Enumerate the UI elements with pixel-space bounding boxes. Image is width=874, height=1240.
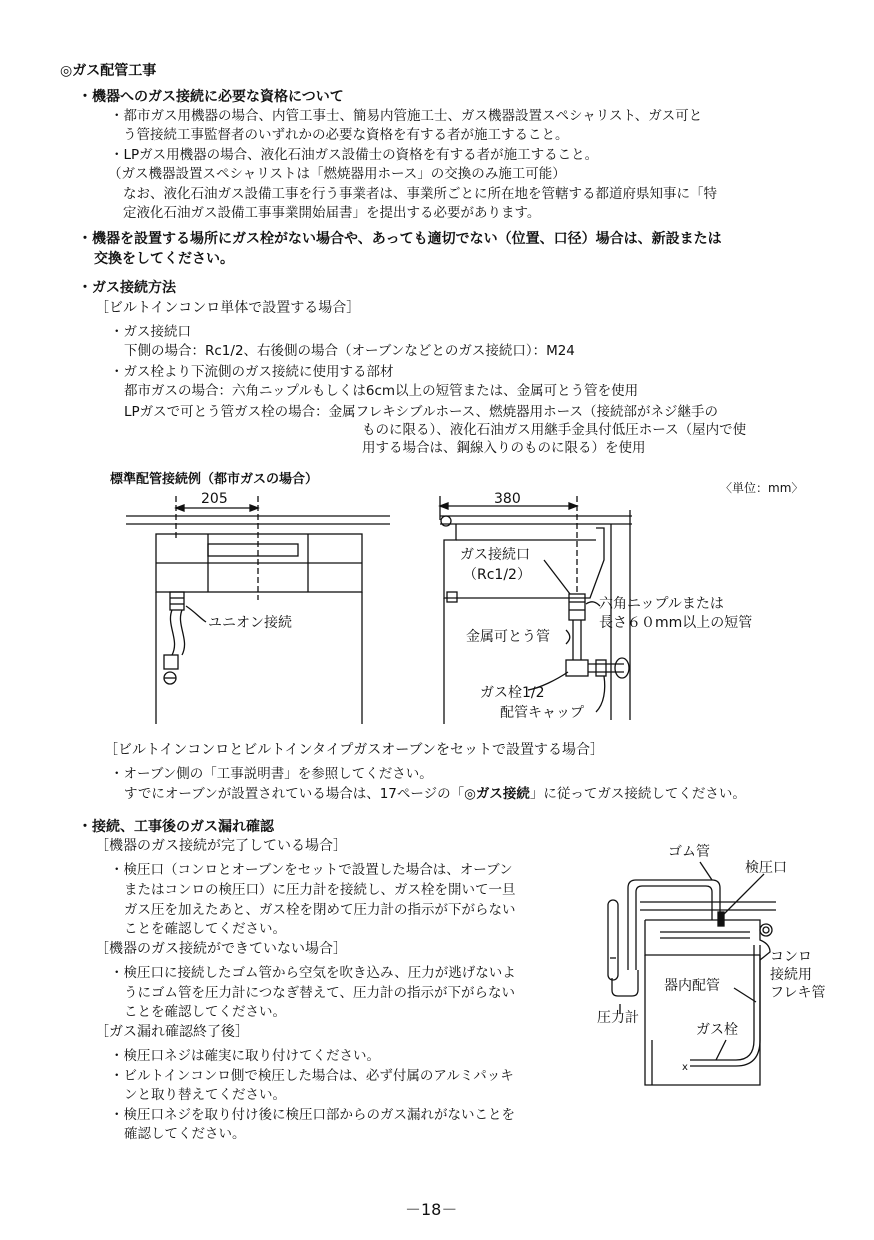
method-heading: ・ガス接続方法	[78, 280, 176, 296]
leak-b3: ことを確認してください。	[124, 1004, 286, 1020]
leak-c1: ・検圧口ネジは確実に取り付けてください。	[110, 1048, 380, 1064]
valve-line-2: 交換をしてください。	[94, 251, 234, 267]
leak-c2: ・ビルトインコンロ側で検圧した場合は、必ず付属のアルミパッキ	[110, 1068, 514, 1084]
qual-line-6: 定液化石油ガス設備工事事業開始届書」を提出する必要があります。	[123, 205, 541, 221]
leak-c3: ンと取り替えてください。	[124, 1087, 286, 1103]
gas-port-label: ガス接続口	[460, 547, 530, 563]
oven-line-2a: すでにオーブンが設置されている場合は、17ページの「	[124, 786, 465, 802]
method-line-7: 用する場合は、鋼線入りのものに限る）を使用	[362, 440, 646, 456]
dim-205-label: 205	[201, 491, 228, 507]
nipple-label-2: 長さ６０mm以上の短管	[599, 615, 753, 631]
dim-380-label: 380	[494, 491, 521, 507]
union-label: ユニオン接続	[208, 615, 292, 631]
qual-line-5: なお、液化石油ガス設備工事を行う事業者は、事業所ごとに所在地を管轄する都道府県知事に「特	[123, 186, 717, 202]
leak-a3: ガス圧を加えたあと、ガス栓を閉めて圧力計の指示が下がらない	[124, 902, 516, 918]
flex-pipe-label: 金属可とう管	[466, 629, 550, 645]
method-subheading: ［ビルトインコンロ単体で設置する場合］	[95, 300, 361, 316]
leak-c4: ・検圧口ネジを取り付け後に検圧口部からのガス漏れがないことを	[110, 1107, 515, 1123]
qual-line-1: ・都市ガス用機器の場合、内管工事士、簡易内管施工士、ガス機器設置スペシャリスト、ガス可と	[110, 108, 703, 124]
method-line-2: 下側の場合：Rc1/2、右後側の場合（オーブンなどとのガス接続口）：M24	[124, 343, 575, 359]
method-line-5: LPガスで可とう管ガス栓の場合：金属フレキシブルホース、燃焼器用ホース（接続部がネジ継手の	[124, 404, 719, 420]
unit-label: 〈単位：mm〉	[720, 481, 804, 495]
method-line-3: ・ガス栓より下流側のガス接続に使用する部材	[110, 364, 394, 380]
section-title: ◎ガス配管工事	[60, 63, 157, 79]
valve-line-1: ・機器を設置する場所にガス栓がない場合や、あっても適切でない（位置、口径）場合は、新設または	[78, 231, 722, 247]
nipple-label-1: 六角ニップルまたは	[599, 596, 724, 612]
leak-b1: ・検圧口に接続したゴム管から空気を吹き込み、圧力が逃げないよ	[110, 965, 516, 981]
leak-c5: 確認してください。	[124, 1126, 246, 1142]
method-line-4: 都市ガスの場合：六角ニップルもしくは6cm以上の短管または、金属可とう管を使用	[124, 383, 639, 399]
method-line-6: ものに限る）、液化石油ガス用継手金具付低圧ホース（屋内で使	[362, 422, 747, 438]
qual-line-3: ・LPガス用機器の場合、液化石油ガス設備士の資格を有する者が施工すること。	[110, 147, 599, 163]
leak-a4: ことを確認してください。	[124, 921, 286, 937]
rubber-hose-label: ゴム管	[668, 844, 710, 860]
konro-label-2: 接続用	[770, 967, 812, 983]
gas-port-size-label: （Rc1/2）	[463, 567, 531, 583]
cap-label: 配管キャップ	[500, 705, 584, 721]
leak-heading: ・接続、工事後のガス漏れ確認	[78, 819, 274, 835]
oven-line-2-ref: ◎ガス接続	[464, 786, 530, 802]
oven-subheading: ［ビルトインコンロとビルトインタイプガスオーブンをセットで設置する場合］	[104, 742, 604, 758]
leak-a1: ・検圧口（コンロとオーブンをセットで設置した場合は、オーブン	[110, 862, 513, 878]
konro-label-3: フレキ管	[770, 985, 826, 1001]
leak-sub-1: ［機器のガス接続が完了している場合］	[95, 838, 347, 854]
gauge-label: 圧力計	[597, 1010, 639, 1026]
qual-line-4: （ガス機器設置スペシャリストは「燃焼器用ホース」の交換のみ施工可能）	[108, 166, 566, 182]
leak-sub-3: ［ガス漏れ確認終了後］	[95, 1024, 249, 1040]
valve-label: ガス栓	[696, 1022, 738, 1038]
port-label: 検圧口	[745, 860, 787, 876]
oven-line-2c: 」に従ってガス接続してください。	[529, 786, 746, 802]
leak-b2: うにゴム管を圧力計につなぎ替えて、圧力計の指示が下がらない	[124, 985, 515, 1001]
gas-valve-label: ガス栓1/2	[480, 685, 545, 701]
oven-line-1: ・オーブン側の「工事説明書」を参照してください。	[110, 766, 433, 782]
qual-heading: ・機器へのガス接続に必要な資格について	[78, 89, 344, 105]
page-number: －18－	[405, 1200, 458, 1219]
svg-text:x: x	[682, 1062, 688, 1073]
method-line-1: ・ガス接続口	[110, 324, 191, 340]
oven-line-2	[124, 784, 746, 804]
leak-a2: またはコンロの検圧口）に圧力計を接続し、ガス栓を開いて一旦	[124, 882, 516, 898]
konro-label-1: コンロ	[770, 949, 812, 965]
diagram1-caption: 標準配管接続例（都市ガスの場合）	[110, 472, 319, 487]
leak-sub-2: ［機器のガス接続ができていない場合］	[95, 941, 347, 957]
inner-pipe-label: 器内配管	[664, 978, 720, 994]
qual-line-2: う管接続工事監督者のいずれかの必要な資格を有する者が施工すること。	[123, 127, 569, 143]
